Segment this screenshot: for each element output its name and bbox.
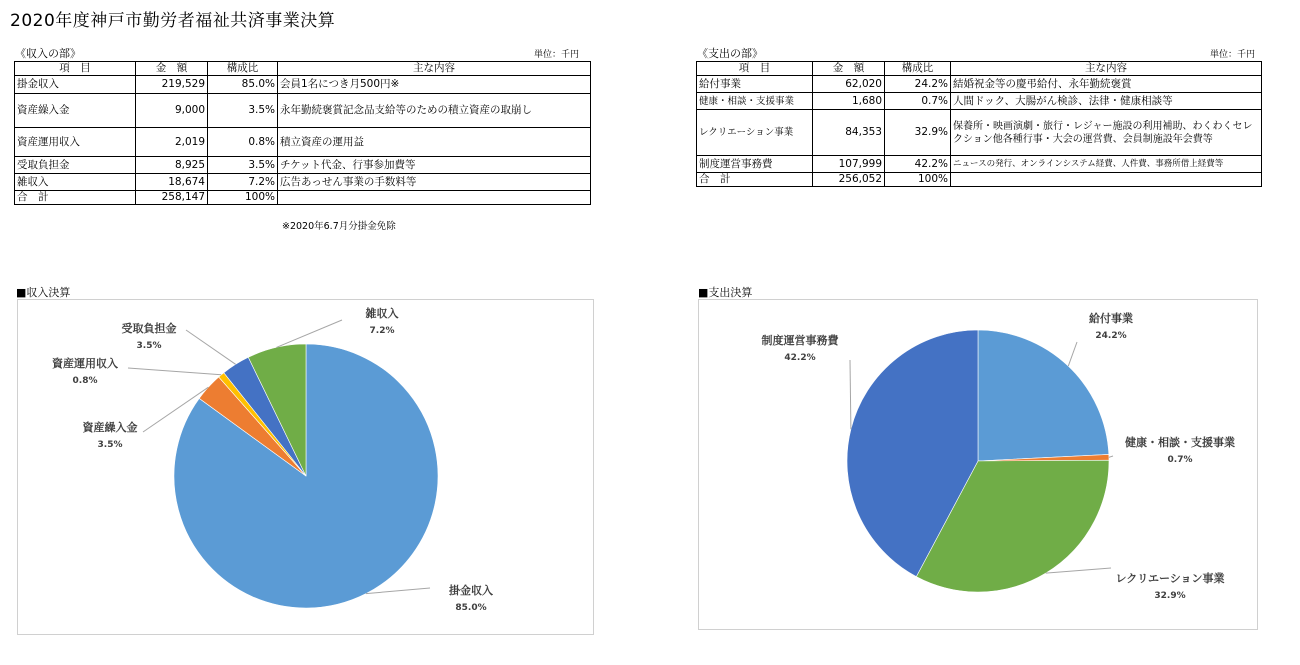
table-total-row: [15, 191, 591, 205]
slice-percent-label: 32.9%: [1154, 591, 1186, 601]
cell-item: 合 計: [697, 173, 813, 187]
cell-amount: 107,999: [813, 156, 885, 173]
cell-item: 受取負担金: [15, 157, 136, 174]
table-row: [697, 110, 1262, 156]
page-title: 2020年度神戸市勤労者福祉共済事業決算: [10, 11, 336, 31]
income-note: ※2020年6.7月分掛金免除: [282, 221, 396, 232]
cell-item: 資産繰入金: [15, 94, 136, 128]
cell-item: 制度運営事務費: [697, 156, 813, 173]
slice-label: レクリエーション事業: [1115, 572, 1225, 585]
table-header-row: [697, 62, 1262, 76]
header-desc: 主な内容: [951, 62, 1262, 76]
cell-amount: 9,000: [136, 94, 208, 128]
cell-amount: 256,052: [813, 173, 885, 187]
income-chart: [17, 299, 594, 635]
cell-desc: 永年勤続褒賞記念品支給等のための積立資産の取崩し: [278, 94, 591, 128]
cell-item: 合 計: [15, 191, 136, 205]
leader-line: [276, 320, 342, 347]
expense-pie-chart: [699, 300, 1257, 629]
cell-desc: [278, 191, 591, 205]
income-section-label: 《収入の部》: [15, 47, 81, 60]
table-row: [697, 156, 1262, 173]
slice-percent-label: 24.2%: [1095, 331, 1127, 341]
cell-item: 給付事業: [697, 76, 813, 93]
slice-percent-label: 3.5%: [97, 440, 123, 450]
cell-desc: 保養所・映画演劇・旅行・レジャー施設の利用補助、わくわくセレクション他各種行事・大会の運営費、会員制施設年会費等: [951, 110, 1262, 156]
slice-percent-label: 42.2%: [784, 353, 816, 363]
cell-ratio: 24.2%: [885, 76, 951, 93]
expense-chart-title: ■支出決算: [698, 286, 753, 299]
income-unit-label: 単位：千円: [534, 50, 580, 60]
slice-label: 制度運営事務費: [761, 334, 839, 347]
cell-item: 健康・相談・支援事業: [697, 93, 813, 110]
cell-desc: 積立資産の運用益: [278, 128, 591, 157]
header-ratio: 構成比: [885, 62, 951, 76]
slice-label: 掛金収入: [449, 584, 493, 597]
slice-label: 受取負担金: [121, 322, 177, 335]
slice-percent-label: 0.8%: [72, 376, 98, 386]
expense-table: [696, 61, 1262, 187]
table-header-row: [15, 62, 591, 76]
table-row: [15, 94, 591, 128]
expense-chart: [698, 299, 1258, 630]
leader-line: [1109, 456, 1113, 457]
table-row: [15, 174, 591, 191]
slice-percent-label: 3.5%: [136, 341, 162, 351]
table-row: [15, 76, 591, 94]
cell-ratio: 42.2%: [885, 156, 951, 173]
slice-percent-label: 7.2%: [369, 326, 395, 336]
header-desc: 主な内容: [278, 62, 591, 76]
cell-ratio: 3.5%: [208, 94, 278, 128]
expense-unit-label: 単位：千円: [1210, 50, 1256, 60]
cell-amount: 18,674: [136, 174, 208, 191]
cell-item: 掛金収入: [15, 76, 136, 94]
cell-ratio: 100%: [885, 173, 951, 187]
slice-percent-label: 0.7%: [1167, 455, 1193, 465]
leader-line: [850, 360, 851, 429]
cell-ratio: 3.5%: [208, 157, 278, 174]
cell-amount: 1,680: [813, 93, 885, 110]
cell-desc: 会員1名につき月500円※: [278, 76, 591, 94]
cell-ratio: 7.2%: [208, 174, 278, 191]
header-item: 項 目: [697, 62, 813, 76]
slice-label: 雑収入: [365, 307, 399, 320]
leader-line: [1046, 568, 1111, 573]
slice-label: 資産繰入金: [82, 421, 138, 434]
cell-amount: 219,529: [136, 76, 208, 94]
table-row: [15, 128, 591, 157]
cell-desc: 人間ドック、大腸がん検診、法律・健康相談等: [951, 93, 1262, 110]
slice-label: 資産運用収入: [52, 357, 118, 370]
header-amount: 金 額: [136, 62, 208, 76]
expense-section-label: 《支出の部》: [697, 47, 763, 60]
pie-slice-0: [978, 330, 1109, 461]
header-ratio: 構成比: [208, 62, 278, 76]
slice-label: 健康・相談・支援事業: [1125, 436, 1235, 449]
cell-ratio: 85.0%: [208, 76, 278, 94]
income-pie-chart: [18, 300, 593, 634]
cell-desc: 結婚祝金等の慶弔給付、永年勤続褒賞: [951, 76, 1262, 93]
leader-line: [128, 368, 221, 375]
leader-line: [1068, 342, 1077, 366]
cell-ratio: 0.7%: [885, 93, 951, 110]
table-row: [15, 157, 591, 174]
cell-amount: 258,147: [136, 191, 208, 205]
table-row: [697, 93, 1262, 110]
cell-item: 雑収入: [15, 174, 136, 191]
cell-item: レクリエーション事業: [697, 110, 813, 156]
cell-desc: ニュースの発行、オンラインシステム経費、人件費、事務所借上経費等: [951, 156, 1262, 173]
income-table: [14, 61, 591, 205]
header-item: 項 目: [15, 62, 136, 76]
cell-ratio: 100%: [208, 191, 278, 205]
cell-desc: [951, 173, 1262, 187]
cell-desc: チケット代金、行事参加費等: [278, 157, 591, 174]
table-row: [697, 76, 1262, 93]
slice-percent-label: 85.0%: [455, 603, 487, 613]
cell-ratio: 0.8%: [208, 128, 278, 157]
leader-line: [366, 588, 430, 594]
cell-amount: 2,019: [136, 128, 208, 157]
cell-amount: 8,925: [136, 157, 208, 174]
leader-line: [186, 330, 236, 364]
cell-desc: 広告あっせん事業の手数料等: [278, 174, 591, 191]
slice-label: 給付事業: [1089, 312, 1133, 325]
cell-item: 資産運用収入: [15, 128, 136, 157]
cell-amount: 84,353: [813, 110, 885, 156]
header-amount: 金 額: [813, 62, 885, 76]
income-chart-title: ■収入決算: [16, 286, 71, 299]
cell-amount: 62,020: [813, 76, 885, 93]
cell-ratio: 32.9%: [885, 110, 951, 156]
table-total-row: [697, 173, 1262, 187]
